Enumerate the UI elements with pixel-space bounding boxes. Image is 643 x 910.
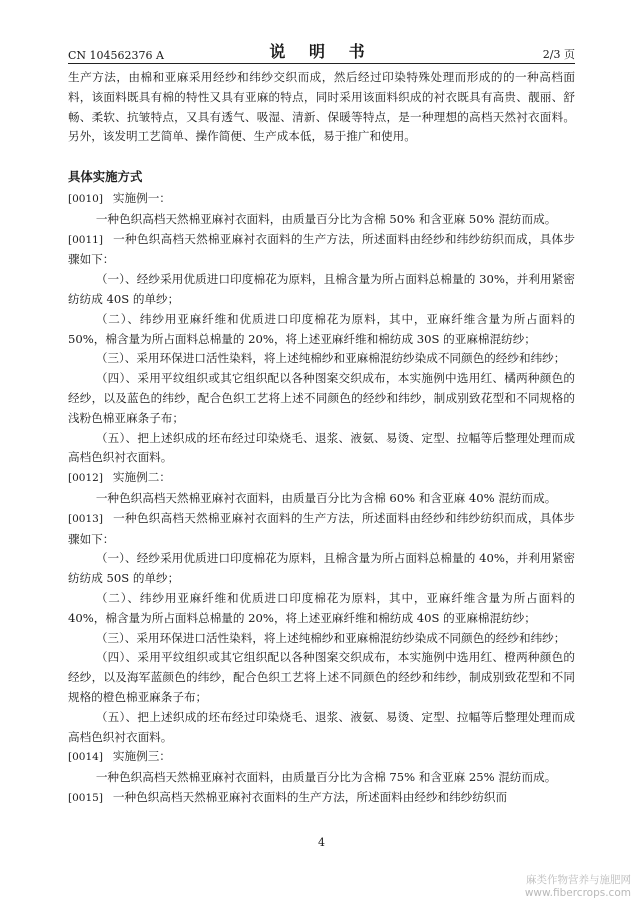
paragraph: （一）、经纱采用优质进口印度棉花为原料，且棉含量为所占面料总棉量的 30%，并利用紧密纺纺成 40S 的单纱； <box>68 272 575 306</box>
watermark-url: www.fibercrops.com <box>524 887 631 899</box>
watermark <box>525 874 631 900</box>
paragraph-number: [0015] <box>68 791 103 804</box>
paragraph: （五）、把上述织成的坯布经过印染烧毛、退浆、液氨、易烫、定型、拉幅等后整理处理而成高档色织衬衣面料。 <box>68 709 575 744</box>
paragraph: （四）、采用平纹组织或其它组织配以各种图案交织成布，本实施例中选用红、橘两种颜色的经纱，以及蓝色的纬纱，配合色织工艺将上述不同颜色的经纱和纬纱，制成别致花型和不同规格的浅粉色棉亚麻条子布； <box>68 371 575 425</box>
paragraph: （二）、纬纱用亚麻纤维和优质进口印度棉花为原料，其中，亚麻纤维含量为所占面料的 40%，棉含量为所占面料总棉量的 20%，将上述亚麻纤维和棉纺成 40S 的亚麻棉混纺纱； <box>68 590 575 625</box>
paragraph-number: [0010] <box>68 192 103 205</box>
paragraph-number: [0013] <box>68 512 103 525</box>
paragraph: （一）、经纱采用优质进口印度棉花为原料，且棉含量为所占面料总棉量的 40%，并利用紧密纺纺成 50S 的单纱； <box>68 551 575 586</box>
paragraph: （二）、纬纱用亚麻纤维和优质进口印度棉花为原料，其中，亚麻纤维含量为所占面料的 50%，棉含量为所占面料总棉量的 20%，将上述亚麻纤维和棉纺成 30S 的亚麻棉混纺纱； <box>68 311 575 346</box>
watermark-site-name: 麻类作物营养与施肥网 <box>526 874 631 886</box>
paragraph-text: 实施例一： <box>112 190 171 205</box>
paragraph: 一种色织高档天然棉亚麻衬衣面料，由质量百分比为含棉 60% 和含亚麻 40% 混纺而成。 <box>95 490 557 505</box>
document-body <box>68 68 575 809</box>
paragraph <box>68 468 575 489</box>
header-divider <box>68 63 575 64</box>
paragraph-number: [0014] <box>68 751 103 764</box>
paragraph-number: [0012] <box>68 472 103 485</box>
page-count: 2/3 页 <box>542 48 575 61</box>
document-title: 说 明 书 <box>269 42 374 61</box>
paragraph-text: 一种色织高档天然棉亚麻衬衣面料的生产方法，所述面料由经纱和纬纱纺织而 <box>112 789 508 804</box>
page-header <box>68 36 575 65</box>
paragraph-number: [0011] <box>68 233 103 246</box>
intro-paragraph: 生产方法，由棉和亚麻采用经纱和纬纱交织而成，然后经过印染特殊处理而形成的的一种高档面料，该面料既具有棉的特性又具有亚麻的特点，同时采用该面料织成的衬衣既具有高贵、靓丽、舒畅、柔软、抗皱特点，又具有透气、吸湿、清新、保暖等特点，是一种理想的高档天然衬衣面料。另外，该发明工艺简单、操作简便、生产成本低，易于推广和使用。 <box>68 70 575 144</box>
paragraph: 一种色织高档天然棉亚麻衬衣面料，由质量百分比为含棉 50% 和含亚麻 50% 混纺而成。 <box>95 211 557 226</box>
patent-number: CN 104562376 A <box>68 49 164 62</box>
page-number: 4 <box>318 836 325 849</box>
paragraph: （三）、采用环保进口活性染料，将上述纯棉纱和亚麻棉混纺纱染成不同颜色的经纱和纬纱； <box>95 351 566 366</box>
paragraph <box>68 747 575 768</box>
paragraph-text: 实施例三： <box>112 749 171 764</box>
paragraph-text: 一种色织高档天然棉亚麻衬衣面料的生产方法，所述面料由经纱和纬纱纺织而成，具体步骤如下： <box>68 231 575 267</box>
section-title: 具体实施方式 <box>68 169 143 185</box>
paragraph-text: 一种色织高档天然棉亚麻衬衣面料的生产方法，所述面料由经纱和纬纱纺织而成，具体步骤如下： <box>68 510 575 546</box>
paragraph <box>68 509 575 550</box>
paragraph <box>68 230 575 271</box>
paragraph: （四）、采用平纹组织或其它组织配以各种图案交织成布，本实施例中选用红、橙两种颜色的经纱，以及海军蓝颜色的纬纱，配合色织工艺将上述不同颜色的经纱和纬纱，制成别致花型和不同规格的橙色棉亚麻条子布； <box>68 650 575 704</box>
paragraph-text: 实施例二： <box>112 470 171 485</box>
paragraph: 一种色织高档天然棉亚麻衬衣面料，由质量百分比为含棉 75% 和含亚麻 25% 混纺而成。 <box>95 770 557 785</box>
paragraph: （五）、把上述织成的坯布经过印染烧毛、退浆、液氨、易烫、定型、拉幅等后整理处理而成高档色织衬衣面料。 <box>68 430 575 465</box>
paragraph: （三）、采用环保进口活性染料，将上述纯棉纱和亚麻棉混纺纱染成不同颜色的经纱和纬纱； <box>95 630 566 645</box>
paragraph <box>68 788 575 809</box>
paragraph <box>68 189 575 210</box>
